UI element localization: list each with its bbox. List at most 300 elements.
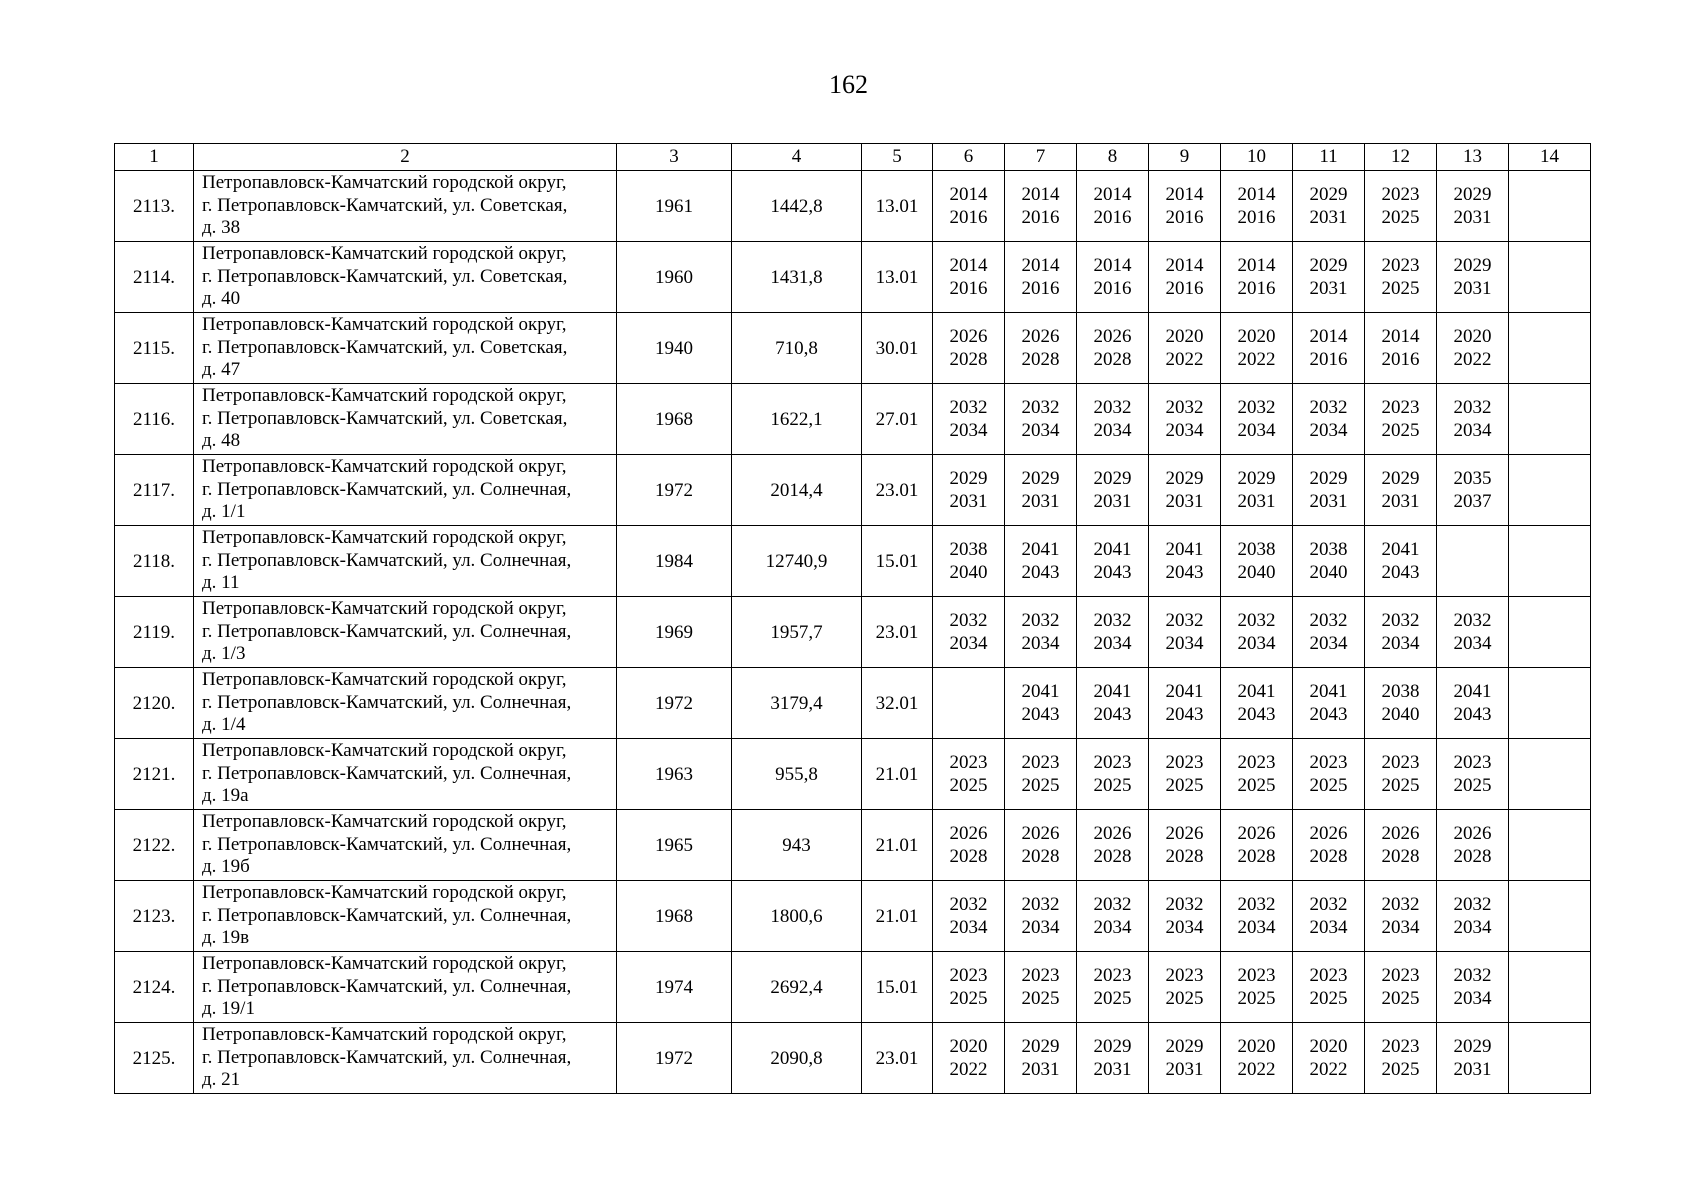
period-cell bbox=[1005, 739, 1077, 810]
period-cell bbox=[1149, 455, 1221, 526]
period-start-year: 2023 bbox=[1093, 752, 1132, 773]
period-start-year: 2020 bbox=[949, 1036, 988, 1057]
period-cell bbox=[1437, 171, 1509, 242]
table-body bbox=[115, 171, 1591, 1094]
period-cell bbox=[1293, 313, 1365, 384]
period-end-year: 2034 bbox=[1453, 420, 1492, 441]
period-end-year: 2025 bbox=[1381, 207, 1420, 228]
period-start-year: 2026 bbox=[1021, 326, 1060, 347]
period-end-year: 2043 bbox=[1021, 562, 1060, 583]
period-cell bbox=[933, 881, 1005, 952]
period-end-year: 2043 bbox=[1381, 562, 1420, 583]
period-end-year: 2034 bbox=[1237, 633, 1276, 654]
period-start-year: 2032 bbox=[1165, 610, 1204, 631]
period-cell bbox=[1221, 952, 1293, 1023]
period-start-year: 2014 bbox=[949, 255, 988, 276]
period-cell bbox=[1365, 1023, 1437, 1094]
period-end-year: 2028 bbox=[1309, 846, 1348, 867]
area-cell: 1431,8 bbox=[732, 242, 862, 313]
period-cell bbox=[1149, 952, 1221, 1023]
address-cell bbox=[194, 526, 617, 597]
code-cell: 21.01 bbox=[862, 739, 933, 810]
column-header: 6 bbox=[933, 144, 1005, 171]
period-start-year: 2041 bbox=[1165, 539, 1204, 560]
table-row bbox=[115, 597, 1591, 668]
address-line: Петропавловск-Камчатский городской округ, bbox=[202, 243, 567, 265]
period-end-year: 2028 bbox=[1021, 846, 1060, 867]
column-header: 7 bbox=[1005, 144, 1077, 171]
period-start-year: 2023 bbox=[1309, 752, 1348, 773]
period-cell bbox=[933, 1023, 1005, 1094]
row-number-cell: 2115. bbox=[115, 313, 194, 384]
period-start-year: 2029 bbox=[1093, 468, 1132, 489]
period-cell bbox=[1293, 810, 1365, 881]
period-end-year: 2016 bbox=[1093, 278, 1132, 299]
period-start-year: 2032 bbox=[949, 610, 988, 631]
period-cell bbox=[1221, 242, 1293, 313]
construction-year-cell: 1984 bbox=[617, 526, 732, 597]
period-end-year: 2034 bbox=[1021, 420, 1060, 441]
period-start-year: 2041 bbox=[1453, 681, 1492, 702]
period-start-year: 2014 bbox=[949, 184, 988, 205]
address-line: Петропавловск-Камчатский городской округ, bbox=[202, 882, 567, 904]
period-start-year: 2041 bbox=[1309, 681, 1348, 702]
period-start-year: 2014 bbox=[1165, 184, 1204, 205]
construction-year-cell: 1968 bbox=[617, 384, 732, 455]
period-cell bbox=[1005, 597, 1077, 668]
period-start-year: 2029 bbox=[949, 468, 988, 489]
address-line: д. 19/1 bbox=[202, 998, 255, 1020]
period-cell bbox=[1005, 952, 1077, 1023]
period-end-year: 2016 bbox=[949, 207, 988, 228]
construction-year-cell: 1965 bbox=[617, 810, 732, 881]
address-line: д. 19б bbox=[202, 856, 250, 878]
address-line: д. 48 bbox=[202, 430, 241, 452]
address-cell bbox=[194, 171, 617, 242]
period-cell bbox=[1149, 597, 1221, 668]
period-start-year: 2032 bbox=[1237, 894, 1276, 915]
period-cell bbox=[1437, 526, 1509, 597]
period-end-year: 2025 bbox=[1381, 988, 1420, 1009]
period-cell bbox=[1365, 739, 1437, 810]
period-cell bbox=[1365, 526, 1437, 597]
period-start-year: 2026 bbox=[1453, 823, 1492, 844]
construction-year-cell: 1968 bbox=[617, 881, 732, 952]
header-row bbox=[115, 144, 1591, 171]
period-start-year: 2020 bbox=[1165, 326, 1204, 347]
period-start-year: 2041 bbox=[1093, 681, 1132, 702]
period-start-year: 2029 bbox=[1309, 184, 1348, 205]
area-cell: 1622,1 bbox=[732, 384, 862, 455]
period-cell bbox=[1437, 810, 1509, 881]
period-cell bbox=[1437, 739, 1509, 810]
period-cell bbox=[1149, 1023, 1221, 1094]
address-cell bbox=[194, 668, 617, 739]
address-line: г. Петропавловск-Камчатский, ул. Советская, bbox=[202, 194, 568, 216]
row-number-cell: 2125. bbox=[115, 1023, 194, 1094]
table-row bbox=[115, 526, 1591, 597]
period-end-year: 2025 bbox=[1381, 420, 1420, 441]
period-start-year: 2023 bbox=[1453, 752, 1492, 773]
address-cell bbox=[194, 384, 617, 455]
period-cell bbox=[933, 668, 1005, 739]
period-cell bbox=[1221, 597, 1293, 668]
address-line: д. 21 bbox=[202, 1069, 241, 1091]
period-cell bbox=[933, 526, 1005, 597]
period-end-year: 2016 bbox=[1093, 207, 1132, 228]
period-start-year: 2023 bbox=[1165, 752, 1204, 773]
construction-year-cell: 1969 bbox=[617, 597, 732, 668]
period-start-year: 2026 bbox=[949, 823, 988, 844]
column-header: 4 bbox=[732, 144, 862, 171]
address-line: д. 19в bbox=[202, 927, 250, 949]
column-header: 11 bbox=[1293, 144, 1365, 171]
period-end-year: 2043 bbox=[1021, 704, 1060, 725]
period-cell bbox=[1437, 384, 1509, 455]
address-line: г. Петропавловск-Камчатский, ул. Солнечная, bbox=[202, 975, 572, 997]
period-start-year: 2023 bbox=[1381, 255, 1420, 276]
address-line: г. Петропавловск-Камчатский, ул. Солнечная, bbox=[202, 762, 572, 784]
period-start-year: 2014 bbox=[1165, 255, 1204, 276]
address-line: Петропавловск-Камчатский городской округ, bbox=[202, 1024, 567, 1046]
period-cell bbox=[1509, 455, 1591, 526]
period-cell bbox=[1077, 313, 1149, 384]
period-start-year: 2032 bbox=[1237, 397, 1276, 418]
period-cell bbox=[1149, 313, 1221, 384]
period-end-year: 2025 bbox=[1021, 775, 1060, 796]
period-start-year: 2032 bbox=[1381, 610, 1420, 631]
table-row bbox=[115, 1023, 1591, 1094]
period-start-year: 2014 bbox=[1309, 326, 1348, 347]
row-number-cell: 2120. bbox=[115, 668, 194, 739]
period-start-year: 2026 bbox=[1165, 823, 1204, 844]
area-cell: 2090,8 bbox=[732, 1023, 862, 1094]
period-end-year: 2022 bbox=[1165, 349, 1204, 370]
period-end-year: 2025 bbox=[1093, 988, 1132, 1009]
period-cell bbox=[933, 455, 1005, 526]
period-start-year: 2023 bbox=[949, 965, 988, 986]
period-cell bbox=[933, 597, 1005, 668]
period-cell bbox=[1077, 242, 1149, 313]
area-cell: 943 bbox=[732, 810, 862, 881]
period-start-year: 2023 bbox=[1021, 965, 1060, 986]
period-start-year: 2041 bbox=[1165, 681, 1204, 702]
period-end-year: 2025 bbox=[1309, 775, 1348, 796]
construction-year-cell: 1972 bbox=[617, 1023, 732, 1094]
address-line: д. 1/1 bbox=[202, 501, 246, 523]
period-end-year: 2025 bbox=[1021, 988, 1060, 1009]
period-start-year: 2032 bbox=[1165, 397, 1204, 418]
code-cell: 13.01 bbox=[862, 171, 933, 242]
housing-registry-table bbox=[114, 143, 1591, 1094]
address-line: Петропавловск-Камчатский городской округ, bbox=[202, 953, 567, 975]
column-header: 8 bbox=[1077, 144, 1149, 171]
period-start-year: 2029 bbox=[1093, 1036, 1132, 1057]
period-cell bbox=[1293, 952, 1365, 1023]
period-cell bbox=[1005, 242, 1077, 313]
period-end-year: 2034 bbox=[1093, 917, 1132, 938]
address-cell bbox=[194, 952, 617, 1023]
table-row bbox=[115, 313, 1591, 384]
period-cell bbox=[1365, 384, 1437, 455]
period-end-year: 2031 bbox=[949, 491, 988, 512]
period-start-year: 2026 bbox=[1093, 326, 1132, 347]
period-cell bbox=[1293, 455, 1365, 526]
period-end-year: 2034 bbox=[1453, 917, 1492, 938]
period-start-year: 2032 bbox=[949, 894, 988, 915]
period-end-year: 2034 bbox=[1093, 633, 1132, 654]
period-start-year: 2014 bbox=[1021, 184, 1060, 205]
period-end-year: 2028 bbox=[1021, 349, 1060, 370]
period-cell bbox=[1221, 1023, 1293, 1094]
row-number-cell: 2124. bbox=[115, 952, 194, 1023]
code-cell: 27.01 bbox=[862, 384, 933, 455]
period-end-year: 2031 bbox=[1381, 491, 1420, 512]
construction-year-cell: 1974 bbox=[617, 952, 732, 1023]
period-start-year: 2014 bbox=[1021, 255, 1060, 276]
period-cell bbox=[1437, 668, 1509, 739]
period-end-year: 2031 bbox=[1453, 1059, 1492, 1080]
period-start-year: 2032 bbox=[1021, 894, 1060, 915]
period-start-year: 2032 bbox=[1021, 397, 1060, 418]
period-end-year: 2034 bbox=[1453, 988, 1492, 1009]
period-start-year: 2026 bbox=[1309, 823, 1348, 844]
period-cell bbox=[1509, 952, 1591, 1023]
period-end-year: 2037 bbox=[1453, 491, 1492, 512]
period-end-year: 2022 bbox=[1309, 1059, 1348, 1080]
period-cell bbox=[1509, 739, 1591, 810]
code-cell: 32.01 bbox=[862, 668, 933, 739]
table-row bbox=[115, 668, 1591, 739]
row-number-cell: 2117. bbox=[115, 455, 194, 526]
period-end-year: 2043 bbox=[1453, 704, 1492, 725]
address-line: г. Петропавловск-Камчатский, ул. Солнечная, bbox=[202, 549, 572, 571]
period-end-year: 2031 bbox=[1021, 491, 1060, 512]
period-end-year: 2040 bbox=[1381, 704, 1420, 725]
period-end-year: 2025 bbox=[1093, 775, 1132, 796]
period-cell bbox=[1509, 1023, 1591, 1094]
period-cell bbox=[1077, 384, 1149, 455]
period-end-year: 2031 bbox=[1165, 1059, 1204, 1080]
table-row bbox=[115, 455, 1591, 526]
period-start-year: 2038 bbox=[949, 539, 988, 560]
period-end-year: 2031 bbox=[1453, 207, 1492, 228]
period-start-year: 2026 bbox=[1021, 823, 1060, 844]
period-end-year: 2043 bbox=[1165, 704, 1204, 725]
period-end-year: 2016 bbox=[1165, 278, 1204, 299]
period-end-year: 2040 bbox=[1309, 562, 1348, 583]
period-cell bbox=[1365, 455, 1437, 526]
period-start-year: 2032 bbox=[1093, 894, 1132, 915]
period-start-year: 2014 bbox=[1093, 184, 1132, 205]
period-start-year: 2023 bbox=[1093, 965, 1132, 986]
period-cell bbox=[1149, 526, 1221, 597]
period-end-year: 2028 bbox=[1093, 846, 1132, 867]
row-number-cell: 2122. bbox=[115, 810, 194, 881]
address-line: д. 19а bbox=[202, 785, 249, 807]
period-start-year: 2032 bbox=[1021, 610, 1060, 631]
period-cell bbox=[933, 171, 1005, 242]
period-end-year: 2043 bbox=[1237, 704, 1276, 725]
period-end-year: 2016 bbox=[1021, 278, 1060, 299]
period-end-year: 2025 bbox=[1453, 775, 1492, 796]
period-end-year: 2034 bbox=[1165, 420, 1204, 441]
area-cell: 12740,9 bbox=[732, 526, 862, 597]
period-end-year: 2031 bbox=[1309, 491, 1348, 512]
address-line: г. Петропавловск-Камчатский, ул. Советская, bbox=[202, 407, 568, 429]
address-line: Петропавловск-Камчатский городской округ, bbox=[202, 314, 567, 336]
period-cell bbox=[1293, 881, 1365, 952]
period-cell bbox=[1437, 242, 1509, 313]
table-row bbox=[115, 881, 1591, 952]
construction-year-cell: 1963 bbox=[617, 739, 732, 810]
code-cell: 15.01 bbox=[862, 952, 933, 1023]
period-end-year: 2025 bbox=[949, 775, 988, 796]
period-end-year: 2025 bbox=[1309, 988, 1348, 1009]
period-start-year: 2032 bbox=[1453, 965, 1492, 986]
period-cell bbox=[933, 242, 1005, 313]
address-line: д. 11 bbox=[202, 572, 240, 594]
period-start-year: 2029 bbox=[1021, 468, 1060, 489]
period-start-year: 2032 bbox=[1309, 610, 1348, 631]
period-start-year: 2032 bbox=[1309, 894, 1348, 915]
period-end-year: 2028 bbox=[949, 846, 988, 867]
period-end-year: 2043 bbox=[1309, 704, 1348, 725]
period-cell bbox=[1509, 171, 1591, 242]
period-cell bbox=[1005, 881, 1077, 952]
period-cell bbox=[1365, 810, 1437, 881]
period-cell bbox=[1437, 313, 1509, 384]
period-cell bbox=[1437, 455, 1509, 526]
period-end-year: 2025 bbox=[1381, 1059, 1420, 1080]
period-cell bbox=[1509, 810, 1591, 881]
address-line: д. 47 bbox=[202, 359, 241, 381]
address-line: Петропавловск-Камчатский городской округ, bbox=[202, 598, 567, 620]
period-start-year: 2029 bbox=[1021, 1036, 1060, 1057]
period-end-year: 2043 bbox=[1165, 562, 1204, 583]
address-line: Петропавловск-Камчатский городской округ, bbox=[202, 172, 567, 194]
period-cell bbox=[1509, 242, 1591, 313]
address-line: г. Петропавловск-Камчатский, ул. Солнечная, bbox=[202, 833, 572, 855]
address-line: д. 1/4 bbox=[202, 714, 246, 736]
address-cell bbox=[194, 242, 617, 313]
period-cell bbox=[1509, 881, 1591, 952]
period-start-year: 2023 bbox=[1381, 184, 1420, 205]
address-line: г. Петропавловск-Камчатский, ул. Солнечная, bbox=[202, 904, 572, 926]
period-start-year: 2020 bbox=[1237, 1036, 1276, 1057]
row-number-cell: 2114. bbox=[115, 242, 194, 313]
period-cell bbox=[1077, 597, 1149, 668]
period-cell bbox=[1077, 1023, 1149, 1094]
period-cell bbox=[1365, 313, 1437, 384]
period-start-year: 2029 bbox=[1381, 468, 1420, 489]
address-cell bbox=[194, 1023, 617, 1094]
address-line: Петропавловск-Камчатский городской округ, bbox=[202, 811, 567, 833]
period-start-year: 2032 bbox=[1453, 894, 1492, 915]
period-end-year: 2031 bbox=[1093, 491, 1132, 512]
construction-year-cell: 1961 bbox=[617, 171, 732, 242]
column-header: 14 bbox=[1509, 144, 1591, 171]
period-cell bbox=[1365, 668, 1437, 739]
period-start-year: 2023 bbox=[949, 752, 988, 773]
table-row bbox=[115, 242, 1591, 313]
period-cell bbox=[1221, 810, 1293, 881]
period-cell bbox=[1437, 881, 1509, 952]
period-cell bbox=[1365, 242, 1437, 313]
period-cell bbox=[1437, 952, 1509, 1023]
period-end-year: 2028 bbox=[1165, 846, 1204, 867]
period-start-year: 2023 bbox=[1381, 752, 1420, 773]
column-header: 2 bbox=[194, 144, 617, 171]
period-end-year: 2034 bbox=[1237, 420, 1276, 441]
period-cell bbox=[1005, 1023, 1077, 1094]
period-start-year: 2023 bbox=[1021, 752, 1060, 773]
period-cell bbox=[1005, 668, 1077, 739]
period-cell bbox=[1005, 171, 1077, 242]
period-cell bbox=[1005, 810, 1077, 881]
period-cell bbox=[1293, 668, 1365, 739]
period-start-year: 2026 bbox=[1381, 823, 1420, 844]
period-end-year: 2034 bbox=[1309, 420, 1348, 441]
period-end-year: 2034 bbox=[949, 420, 988, 441]
period-start-year: 2032 bbox=[1381, 894, 1420, 915]
period-cell bbox=[1221, 739, 1293, 810]
period-end-year: 2034 bbox=[1237, 917, 1276, 938]
row-number-cell: 2119. bbox=[115, 597, 194, 668]
period-cell bbox=[1293, 739, 1365, 810]
address-cell bbox=[194, 313, 617, 384]
period-cell bbox=[933, 384, 1005, 455]
address-cell bbox=[194, 739, 617, 810]
address-line: д. 38 bbox=[202, 217, 241, 239]
period-end-year: 2025 bbox=[1165, 775, 1204, 796]
period-end-year: 2025 bbox=[1237, 988, 1276, 1009]
period-cell bbox=[1221, 881, 1293, 952]
period-cell bbox=[1365, 952, 1437, 1023]
period-end-year: 2028 bbox=[1453, 846, 1492, 867]
period-end-year: 2016 bbox=[1237, 278, 1276, 299]
period-end-year: 2016 bbox=[1165, 207, 1204, 228]
period-end-year: 2040 bbox=[1237, 562, 1276, 583]
period-end-year: 2034 bbox=[1381, 633, 1420, 654]
period-end-year: 2034 bbox=[949, 633, 988, 654]
period-start-year: 2029 bbox=[1237, 468, 1276, 489]
period-cell bbox=[1149, 171, 1221, 242]
period-end-year: 2034 bbox=[1453, 633, 1492, 654]
period-cell bbox=[1005, 384, 1077, 455]
period-end-year: 2025 bbox=[1237, 775, 1276, 796]
period-start-year: 2026 bbox=[949, 326, 988, 347]
address-line: Петропавловск-Камчатский городской округ, bbox=[202, 385, 567, 407]
period-cell bbox=[1149, 668, 1221, 739]
period-cell bbox=[1365, 597, 1437, 668]
period-start-year: 2041 bbox=[1237, 681, 1276, 702]
table-row bbox=[115, 810, 1591, 881]
period-cell bbox=[1077, 810, 1149, 881]
period-start-year: 2023 bbox=[1381, 1036, 1420, 1057]
area-cell: 2014,4 bbox=[732, 455, 862, 526]
period-end-year: 2028 bbox=[1237, 846, 1276, 867]
address-cell bbox=[194, 597, 617, 668]
period-cell bbox=[1293, 597, 1365, 668]
period-cell bbox=[1077, 881, 1149, 952]
period-start-year: 2020 bbox=[1309, 1036, 1348, 1057]
table-row bbox=[115, 739, 1591, 810]
period-cell bbox=[933, 313, 1005, 384]
period-cell bbox=[1509, 313, 1591, 384]
period-cell bbox=[1293, 171, 1365, 242]
period-end-year: 2043 bbox=[1093, 704, 1132, 725]
